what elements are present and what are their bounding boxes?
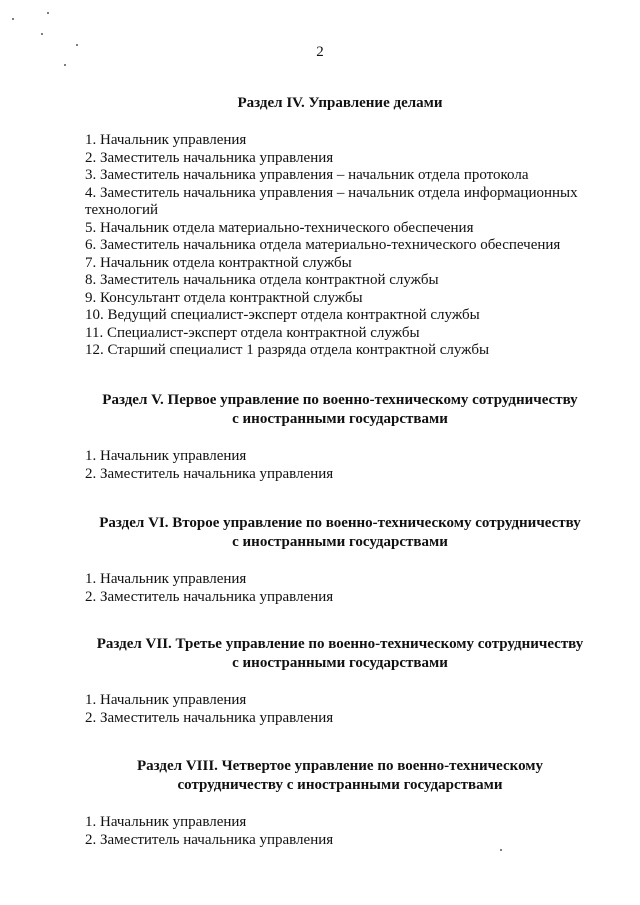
section-title-line: Раздел VII. Третье управление по военно-техническому сотрудничеству bbox=[96, 636, 584, 652]
section-title bbox=[85, 514, 595, 552]
section-iv bbox=[85, 94, 595, 360]
list-item: 1. Начальник управления bbox=[85, 571, 247, 587]
position-list bbox=[85, 448, 595, 483]
section-v bbox=[85, 391, 595, 483]
section-title-line: Раздел V. Первое управление по военно-техническому сотрудничеству bbox=[102, 392, 578, 408]
position-list bbox=[85, 814, 595, 849]
section-title-line: с иностранными государствами bbox=[232, 534, 448, 550]
section-title bbox=[85, 635, 595, 673]
section-title-line: сотрудничеству с иностранными государствами bbox=[177, 777, 503, 793]
section-title bbox=[85, 94, 595, 113]
section-title-line: с иностранными государствами bbox=[232, 411, 448, 427]
list-item: 2. Заместитель начальника управления bbox=[85, 831, 334, 848]
scan-speck bbox=[500, 849, 502, 851]
section-vii bbox=[85, 635, 595, 727]
scan-speck bbox=[76, 44, 78, 46]
section-title bbox=[85, 757, 595, 795]
list-item: 5. Начальник отдела материально-технического обеспечения bbox=[85, 219, 474, 236]
list-item: 10. Ведущий специалист-эксперт отдела контрактной службы bbox=[85, 307, 480, 323]
section-title-line: с иностранными государствами bbox=[232, 655, 448, 671]
list-item: 6. Заместитель начальника отдела материально-технического обеспечения bbox=[85, 237, 561, 253]
list-item: 2. Заместитель начальника управления bbox=[85, 465, 334, 482]
section-viii bbox=[85, 757, 595, 849]
list-item: 8. Заместитель начальника отдела контрактной службы bbox=[85, 272, 439, 288]
section-vi bbox=[85, 514, 595, 606]
list-item: 11. Специалист-эксперт отдела контрактной службы bbox=[85, 324, 420, 341]
position-list bbox=[85, 571, 595, 606]
section-title bbox=[85, 391, 595, 429]
list-item: технологий bbox=[85, 202, 159, 218]
list-item: 9. Консультант отдела контрактной службы bbox=[85, 289, 363, 306]
list-item: 4. Заместитель начальника управления – начальник отдела информационных bbox=[85, 184, 578, 201]
list-item: 2. Заместитель начальника управления bbox=[85, 709, 334, 726]
page-number: 2 bbox=[316, 44, 324, 60]
list-item: 3. Заместитель начальника управления – начальник отдела протокола bbox=[85, 167, 529, 183]
list-item: 2. Заместитель начальника управления bbox=[85, 588, 334, 605]
section-title-line: Раздел VI. Второе управление по военно-техническому сотрудничеству bbox=[99, 515, 581, 531]
section-title-line: Раздел IV. Управление делами bbox=[237, 95, 443, 111]
position-list bbox=[85, 692, 595, 727]
list-item: 1. Начальник управления bbox=[85, 692, 247, 708]
list-item: 1. Начальник управления bbox=[85, 448, 247, 464]
list-item: 7. Начальник отдела контрактной службы bbox=[85, 254, 352, 271]
scan-speck bbox=[12, 18, 14, 20]
list-item: 12. Старший специалист 1 разряда отдела контрактной службы bbox=[85, 342, 490, 358]
position-list bbox=[85, 132, 595, 360]
scan-speck bbox=[41, 33, 43, 35]
list-item: 2. Заместитель начальника управления bbox=[85, 149, 334, 166]
scan-speck bbox=[47, 12, 49, 14]
scan-speck bbox=[64, 64, 66, 66]
list-item: 1. Начальник управления bbox=[85, 132, 247, 148]
section-title-line: Раздел VIII. Четвертое управление по военно-техническому bbox=[136, 758, 544, 774]
list-item: 1. Начальник управления bbox=[85, 814, 247, 830]
